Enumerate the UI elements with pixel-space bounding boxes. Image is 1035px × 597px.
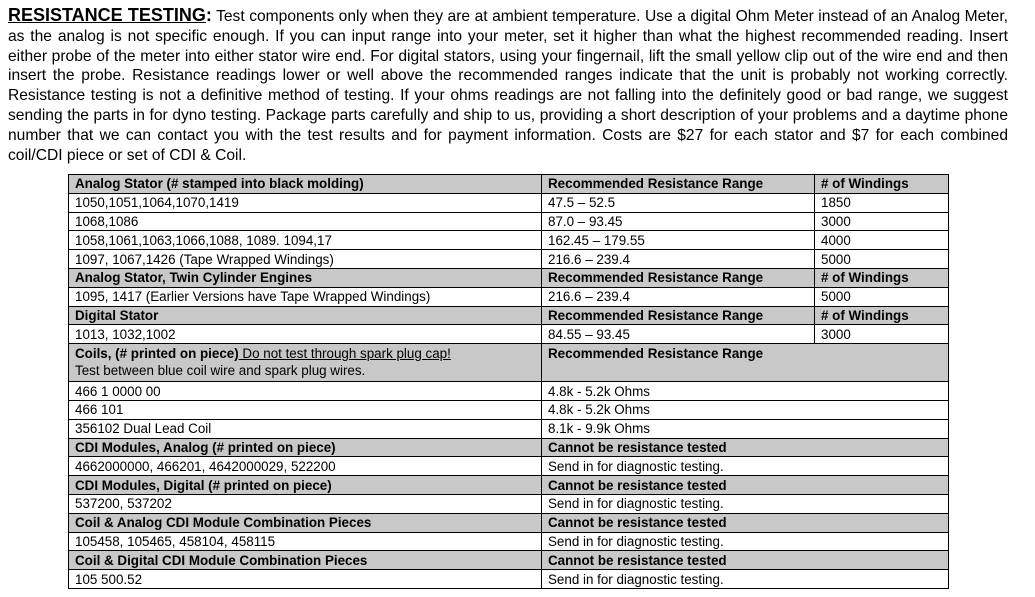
cdi-analog-header <box>69 438 949 457</box>
resistance-range: 87.0 – 93.45 <box>542 212 815 231</box>
part-numbers: 356102 Dual Lead Coil <box>69 419 542 438</box>
table-row <box>69 193 949 212</box>
table-row <box>69 250 949 269</box>
table-row <box>69 570 949 589</box>
resistance-range: 47.5 – 52.5 <box>542 193 815 212</box>
part-numbers: 466 101 <box>69 400 542 419</box>
coils-header <box>69 344 949 382</box>
test-note: Send in for diagnostic testing. <box>542 494 949 513</box>
header-cell: Digital Stator <box>69 306 542 325</box>
header-cell: Cannot be resistance tested <box>542 513 949 532</box>
coils-range-header: Recommended Resistance Range <box>542 344 949 382</box>
header-cell: Cannot be resistance tested <box>542 551 949 570</box>
coils-header-cell <box>69 344 542 382</box>
part-numbers: 1058,1061,1063,1066,1088, 1089. 1094,17 <box>69 231 542 250</box>
resistance-range: 4.8k - 5.2k Ohms <box>542 400 949 419</box>
header-cell: Coil & Digital CDI Module Combination Pieces <box>69 551 542 570</box>
coils-warning: Do not test through spark plug cap! <box>238 346 451 362</box>
table-row <box>69 419 949 438</box>
table-row <box>69 457 949 476</box>
intro-body: Test components only when they are at ambient temperature. Use a digital Ohm Meter instead of an Analog Meter, as the analog is not specific enough. If you can input range into your meter, set it higher than what the highest recommended reading. Insert either probe of the meter into either stator wire end. For digital stators, using your fingernail, lift the small yellow clip out of the wire end and then insert the probe. Resistance readings lower or well above the recommended ranges indicate that the unit is probably not working correctly. Resistance testing is not a definitive method of testing. If your ohms readings are not falling into the definitely good or bad range, we suggest sending the parts in for dyno testing. Package parts carefully and ship to us, providing a short description of your problems and a daytime phone number that we can contact you with the test results and for payment information. Costs are $27 for each stator and $7 for each combined coil/CDI piece or set of CDI & Coil. <box>8 8 1008 164</box>
test-note: Send in for diagnostic testing. <box>542 457 949 476</box>
header-cell: Recommended Resistance Range <box>542 175 815 194</box>
header-cell: CDI Modules, Analog (# printed on piece) <box>69 438 542 457</box>
part-numbers: 105 500.52 <box>69 570 542 589</box>
intro-heading: RESISTANCE TESTING <box>8 5 206 25</box>
combo-digital-header <box>69 551 949 570</box>
header-cell: CDI Modules, Digital (# printed on piece) <box>69 476 542 495</box>
header-cell: Analog Stator, Twin Cylinder Engines <box>69 268 542 287</box>
part-numbers: 537200, 537202 <box>69 494 542 513</box>
part-numbers: 105458, 105465, 458104, 458115 <box>69 532 542 551</box>
windings: 5000 <box>815 287 949 306</box>
part-numbers: 1095, 1417 (Earlier Versions have Tape Wrapped Windings) <box>69 287 542 306</box>
part-numbers: 1097, 1067,1426 (Tape Wrapped Windings) <box>69 250 542 269</box>
resistance-range: 8.1k - 9.9k Ohms <box>542 419 949 438</box>
table-row <box>69 231 949 250</box>
part-numbers: 1013, 1032,1002 <box>69 325 542 344</box>
header-cell: # of Windings <box>815 268 949 287</box>
resistance-range: 84.55 – 93.45 <box>542 325 815 344</box>
header-cell: Cannot be resistance tested <box>542 476 949 495</box>
table-row <box>69 382 949 401</box>
resistance-range: 216.6 – 239.4 <box>542 287 815 306</box>
test-note: Send in for diagnostic testing. <box>542 570 949 589</box>
part-numbers: 1068,1086 <box>69 212 542 231</box>
table-row <box>69 494 949 513</box>
part-numbers: 1050,1051,1064,1070,1419 <box>69 193 542 212</box>
coils-title: Coils, (# printed on piece) <box>75 346 239 362</box>
header-cell: Recommended Resistance Range <box>542 268 815 287</box>
windings: 1850 <box>815 193 949 212</box>
header-cell: Analog Stator (# stamped into black molding) <box>69 175 542 194</box>
digital-stator-header <box>69 306 949 325</box>
windings: 4000 <box>815 231 949 250</box>
resistance-range: 162.45 – 179.55 <box>542 231 815 250</box>
intro-heading-colon: : <box>205 5 212 25</box>
resistance-range: 4.8k - 5.2k Ohms <box>542 382 949 401</box>
windings: 3000 <box>815 325 949 344</box>
windings: 5000 <box>815 250 949 269</box>
twin-stator-header <box>69 268 949 287</box>
header-cell: # of Windings <box>815 175 949 194</box>
part-numbers: 4662000000, 466201, 4642000029, 522200 <box>69 457 542 476</box>
table-row <box>69 212 949 231</box>
test-note: Send in for diagnostic testing. <box>542 532 949 551</box>
header-cell: Cannot be resistance tested <box>542 438 949 457</box>
table-row <box>69 325 949 344</box>
windings: 3000 <box>815 212 949 231</box>
intro-paragraph <box>8 6 1008 165</box>
combo-analog-header <box>69 513 949 532</box>
resistance-table <box>68 174 949 589</box>
analog-stator-header <box>69 175 949 194</box>
header-cell: # of Windings <box>815 306 949 325</box>
cdi-digital-header <box>69 476 949 495</box>
resistance-range: 216.6 – 239.4 <box>542 250 815 269</box>
table-row <box>69 287 949 306</box>
coils-note: Test between blue coil wire and spark plug wires. <box>75 363 366 379</box>
header-cell: Recommended Resistance Range <box>542 306 815 325</box>
part-numbers: 466 1 0000 00 <box>69 382 542 401</box>
header-cell: Coil & Analog CDI Module Combination Pieces <box>69 513 542 532</box>
table-row <box>69 532 949 551</box>
table-row <box>69 400 949 419</box>
